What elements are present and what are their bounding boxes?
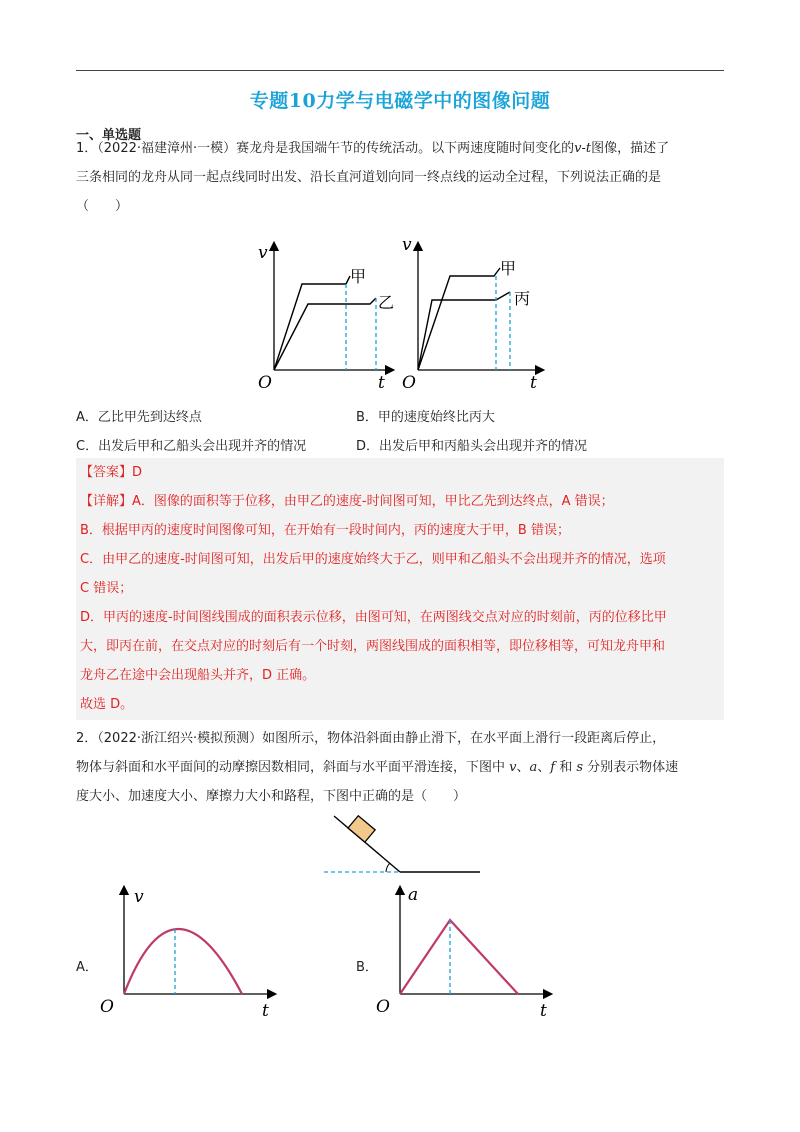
q2-line2: 物体与斜面和水平面间的动摩擦因数相同，斜面与水平面平滑连接，下图中 v、a、f 和 s 分别表示物体速 — [76, 760, 679, 775]
q1-right-origin: O — [402, 373, 416, 393]
answer-line: B．根据甲丙的速度时间图像可知，在开始有一段时间内，丙的速度大于甲，B 错误； — [80, 523, 570, 538]
q2-b-y-label: a — [408, 885, 419, 905]
answer-line: C 错误； — [80, 581, 133, 596]
q1-line2: 三条相同的龙舟从同一起点线同时出发、沿长直河道划向同一终点线的运动全过程，下列说法正确的是 — [76, 170, 662, 185]
q2-a-x-label: t — [262, 1001, 269, 1018]
q1-right-v-label: v — [402, 235, 412, 255]
q1-option-d[interactable]: D．出发后甲和丙船头会出现并齐的情况 — [356, 439, 588, 454]
answer-line: 龙舟乙在途中会出现船头并齐，D 正确。 — [80, 668, 316, 683]
q1-left-label-yi: 乙 — [378, 293, 395, 312]
q1-option-b[interactable]: B．甲的速度始终比丙大 — [356, 410, 495, 425]
q1-right-label-bing: 丙 — [514, 289, 531, 308]
q2-incline-diagram — [320, 812, 490, 878]
q1-line3: （ ） — [76, 199, 129, 214]
answer-line: C．由甲乙的速度-时间图可知，出发后甲的速度始终大于乙，则甲和乙船头不会出现并齐的情况，选项 — [80, 552, 666, 567]
answer-line: 【详解】A．图像的面积等于位移，由甲乙的速度-时间图可知，甲比乙先到达终点，A 错误； — [80, 494, 614, 509]
q2-option-a-graph[interactable] — [96, 884, 286, 1018]
q2-option-a-label[interactable]: A． — [76, 960, 98, 975]
q1-answer — [80, 458, 730, 719]
q2-stem — [76, 724, 730, 811]
page-title: 专题10力学与电磁学中的图像问题 — [249, 90, 551, 112]
q1-right-t-label: t — [530, 373, 537, 393]
q1-left-v-label: v — [258, 243, 268, 263]
q1-left-label-jia: 甲 — [350, 267, 367, 286]
answer-line: 大，即丙在前，在交点对应的时刻后有一个时刻，两图线围成的面积相等，即位移相等，可知龙舟甲和 — [80, 639, 666, 654]
q2-option-b-graph[interactable] — [372, 884, 562, 1018]
q1-figure — [250, 234, 550, 396]
q2-a-origin: O — [100, 997, 114, 1017]
q1-left-t-label: t — [378, 373, 385, 393]
answer-line: 故选 D。 — [80, 697, 134, 712]
header-rule — [76, 70, 724, 71]
q2-option-b-label[interactable]: B． — [356, 960, 378, 975]
answer-line: D．甲丙的速度-时间图线围成的面积表示位移，由图可知，在两图线交点对应的时刻前，丙的位移比甲 — [80, 610, 667, 625]
q1-left-origin: O — [258, 373, 272, 393]
q1-right-label-jia: 甲 — [500, 259, 517, 278]
q1-left-graph — [258, 243, 394, 393]
q2-a-y-label: v — [134, 887, 144, 907]
answer-line: 【答案】D — [80, 465, 143, 480]
q2-line3: 度大小、加速度大小、摩擦力大小和路程，下图中正确的是（ ） — [76, 789, 467, 804]
section-heading: 一、单选题 — [76, 128, 142, 143]
q1-right-graph — [402, 235, 540, 393]
q1-option-c[interactable]: C．出发后甲和乙船头会出现并齐的情况 — [76, 439, 307, 454]
q1-line1: 1．（2022·福建漳州·一模）赛龙舟是我国端午节的传统活动。以下两速度随时间变化的v-t图像，描述了 — [76, 141, 670, 156]
q1-option-a[interactable]: A．乙比甲先到达终点 — [76, 410, 202, 425]
q2-line1: 2．（2022·浙江绍兴·模拟预测）如图所示，物体沿斜面由静止滑下，在水平面上滑行一段距离后停止， — [76, 731, 666, 746]
q1-stem — [76, 134, 730, 221]
q2-b-origin: O — [376, 997, 390, 1017]
q2-b-x-label: t — [540, 1001, 547, 1018]
